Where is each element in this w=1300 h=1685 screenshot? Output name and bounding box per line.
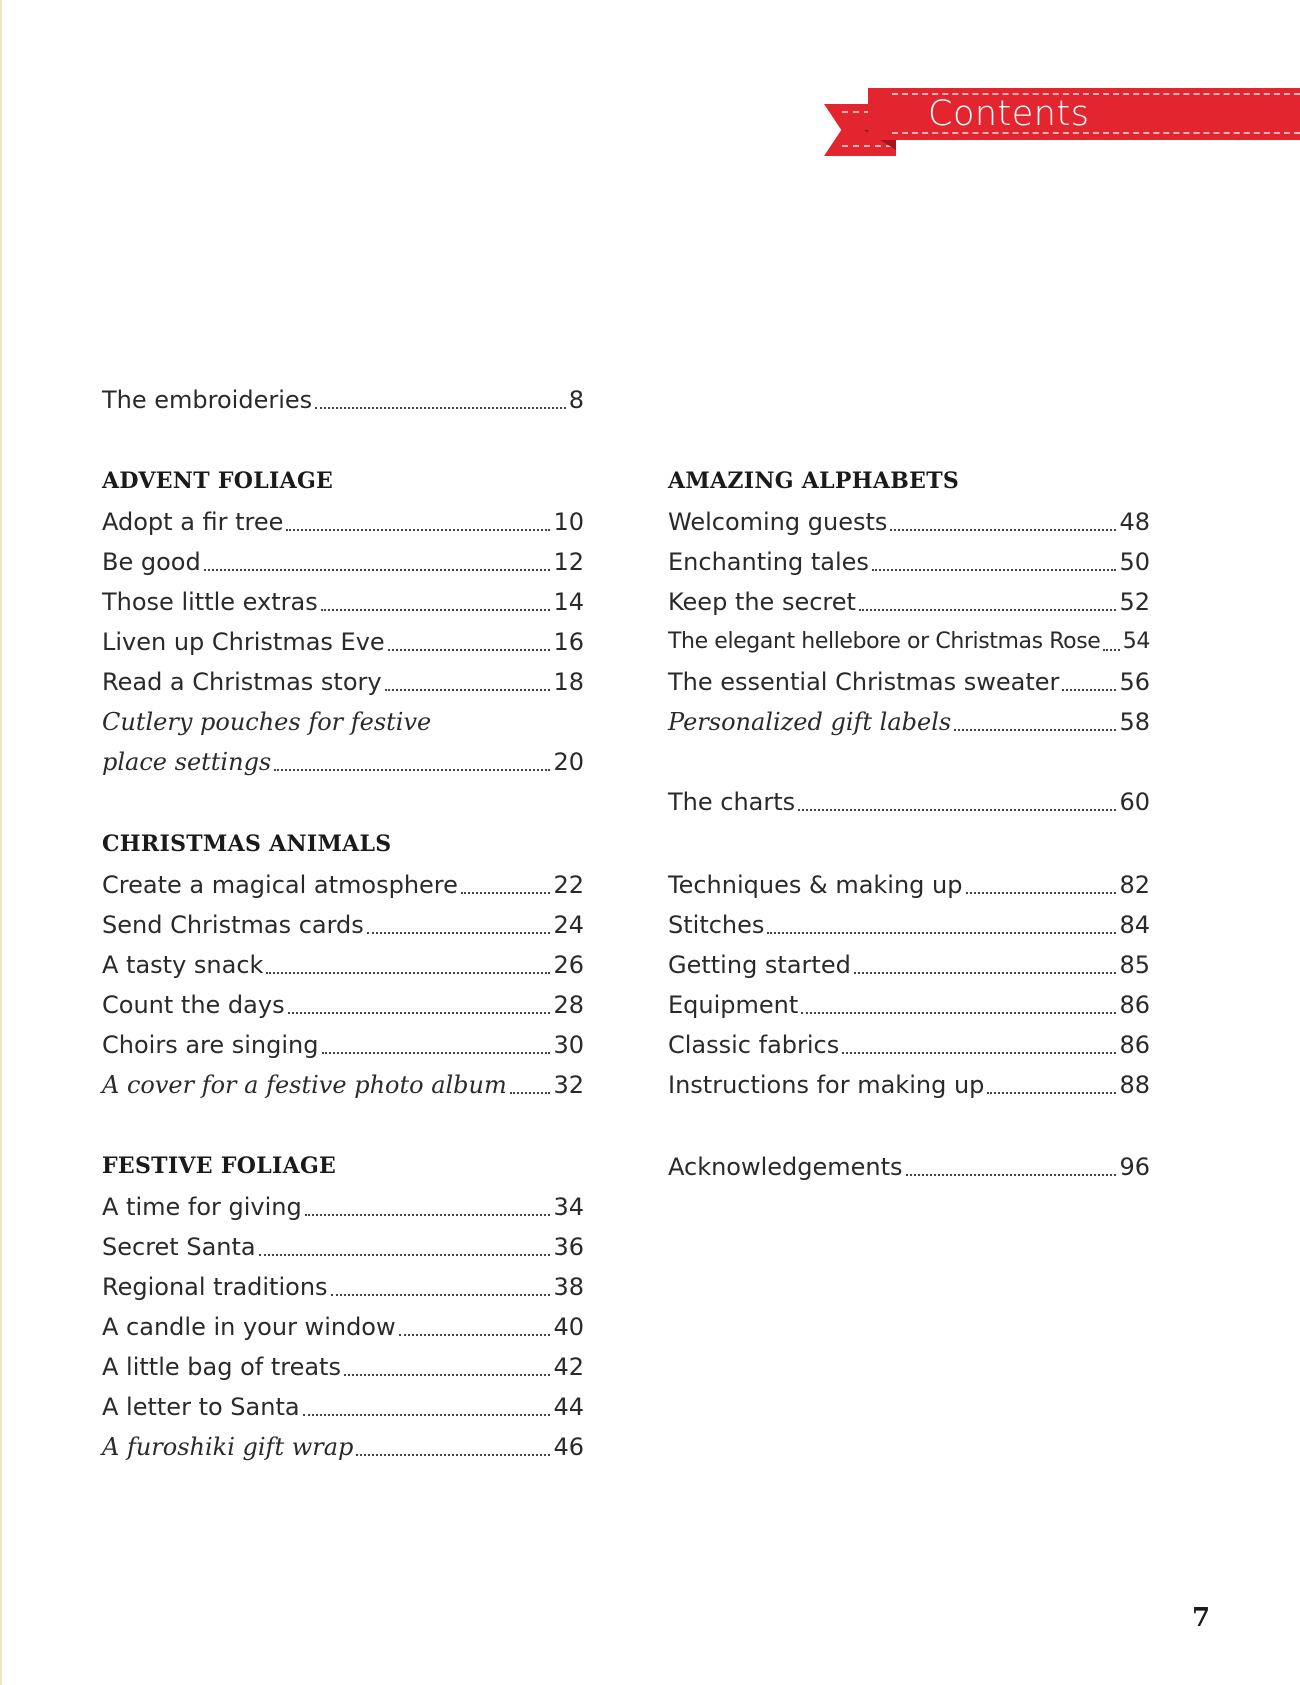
toc-label: Count the days <box>102 991 285 1019</box>
toc-page: 88 <box>1119 1071 1150 1099</box>
toc-entry[interactable] <box>668 948 1150 982</box>
toc-label: A time for giving <box>102 1193 302 1221</box>
toc-page: 86 <box>1119 991 1150 1019</box>
toc-entry[interactable] <box>102 908 584 942</box>
leader-dots <box>303 1414 551 1416</box>
leader-dots <box>204 569 551 571</box>
leader-dots <box>356 1454 550 1456</box>
toc-page: 52 <box>1119 588 1150 616</box>
toc-entry[interactable] <box>102 1350 584 1384</box>
toc-entry[interactable] <box>668 1028 1150 1062</box>
leader-dots <box>331 1294 551 1296</box>
toc-page: 50 <box>1119 548 1150 576</box>
leader-dots <box>854 972 1117 974</box>
toc-label: Equipment <box>668 991 799 1019</box>
toc-page: 20 <box>553 748 584 776</box>
toc-entry[interactable] <box>102 665 584 699</box>
leader-dots <box>966 892 1117 894</box>
toc-label: place settings <box>102 748 272 776</box>
toc-label: Liven up Christmas Eve <box>102 628 385 656</box>
leader-dots <box>1062 689 1116 691</box>
toc-label: Getting started <box>668 951 851 979</box>
toc-page: 8 <box>568 386 584 414</box>
toc-entry-charts[interactable] <box>668 785 1150 819</box>
leader-dots <box>872 569 1117 571</box>
toc-entry[interactable] <box>668 665 1150 699</box>
toc-entry-embroideries[interactable] <box>102 383 584 417</box>
toc-label: Instructions for making up <box>668 1071 985 1099</box>
toc-page: 18 <box>553 668 584 696</box>
section-heading-alphabets: AMAZING ALPHABETS <box>668 468 960 494</box>
toc-page: 24 <box>553 911 584 939</box>
toc-entry[interactable] <box>668 868 1150 902</box>
toc-label: Secret Santa <box>102 1233 256 1261</box>
toc-page: 42 <box>553 1353 584 1381</box>
toc-page: 36 <box>553 1233 584 1261</box>
toc-entry[interactable] <box>668 988 1150 1022</box>
leader-dots <box>286 529 550 531</box>
leader-dots <box>954 729 1116 731</box>
toc-entry[interactable] <box>102 1430 584 1464</box>
toc-page: 30 <box>553 1031 584 1059</box>
toc-label: Choirs are singing <box>102 1031 319 1059</box>
toc-page: 44 <box>553 1393 584 1421</box>
toc-entry[interactable] <box>102 585 584 619</box>
toc-entry[interactable] <box>668 585 1150 619</box>
page-title: Contents <box>928 94 1090 134</box>
toc-label: Be good <box>102 548 201 576</box>
toc-page: 10 <box>553 508 584 536</box>
toc-page: 12 <box>553 548 584 576</box>
toc-entry[interactable] <box>102 948 584 982</box>
toc-entry[interactable] <box>102 868 584 902</box>
toc-page: 16 <box>553 628 584 656</box>
section-heading-animals: CHRISTMAS ANIMALS <box>102 831 392 857</box>
toc-page: 40 <box>553 1313 584 1341</box>
toc-page: 48 <box>1119 508 1150 536</box>
toc-label: The embroideries <box>102 386 313 414</box>
toc-page: 22 <box>553 871 584 899</box>
toc-entry[interactable] <box>668 1068 1150 1102</box>
toc-label: Adopt a fir tree <box>102 508 284 536</box>
toc-entry[interactable] <box>102 745 584 779</box>
leader-dots <box>461 892 551 894</box>
toc-entry[interactable] <box>668 908 1150 942</box>
toc-label: Send Christmas cards <box>102 911 364 939</box>
leader-dots <box>510 1092 551 1094</box>
leader-dots <box>798 809 1116 811</box>
toc-entry[interactable] <box>102 1310 584 1344</box>
toc-label: Those little extras <box>102 588 318 616</box>
leader-dots <box>399 1334 551 1336</box>
leader-dots <box>842 1052 1116 1054</box>
toc-entry[interactable] <box>102 1270 584 1304</box>
leader-dots <box>367 932 551 934</box>
toc-page: 96 <box>1119 1153 1150 1181</box>
toc-label: A letter to Santa <box>102 1393 300 1421</box>
toc-entry-acknowledgements[interactable] <box>668 1150 1150 1184</box>
leader-dots <box>890 529 1116 531</box>
leader-dots <box>259 1254 551 1256</box>
toc-label: A cover for a festive photo album <box>102 1071 507 1099</box>
toc-entry[interactable] <box>668 505 1150 539</box>
toc-entry[interactable] <box>102 1068 584 1102</box>
leader-dots <box>266 972 550 974</box>
toc-entry[interactable] <box>102 988 584 1022</box>
leader-dots <box>322 1052 551 1054</box>
toc-page: 58 <box>1119 708 1150 736</box>
leader-dots <box>321 609 551 611</box>
toc-label: A candle in your window <box>102 1313 396 1341</box>
leader-dots <box>315 407 566 409</box>
toc-page: 46 <box>553 1433 584 1461</box>
leader-dots <box>385 689 551 691</box>
toc-page: 38 <box>553 1273 584 1301</box>
section-heading-advent: ADVENT FOLIAGE <box>102 468 334 494</box>
toc-label: A tasty snack <box>102 951 264 979</box>
leader-dots <box>859 609 1117 611</box>
toc-page: 34 <box>553 1193 584 1221</box>
toc-page: 26 <box>553 951 584 979</box>
leader-dots <box>388 649 551 651</box>
toc-entry[interactable] <box>102 1390 584 1424</box>
leader-dots <box>274 769 550 771</box>
toc-entry[interactable] <box>102 625 584 659</box>
toc-label: A little bag of treats <box>102 1353 341 1381</box>
toc-page: 84 <box>1119 911 1150 939</box>
toc-label: The elegant hellebore or Christmas Rose <box>668 629 1101 654</box>
toc-entry[interactable] <box>102 1230 584 1264</box>
toc-page: 32 <box>553 1071 584 1099</box>
leader-dots <box>288 1012 551 1014</box>
toc-label: Create a magical atmosphere <box>102 871 458 899</box>
leader-dots <box>767 932 1116 934</box>
toc-entry[interactable] <box>668 705 1150 739</box>
toc-page: 82 <box>1119 871 1150 899</box>
toc-entry-line[interactable]: Cutlery pouches for festive <box>102 708 432 736</box>
leader-dots <box>906 1174 1117 1176</box>
toc-page: 56 <box>1119 668 1150 696</box>
toc-page: 54 <box>1122 629 1150 654</box>
toc-label: Stitches <box>668 911 765 939</box>
toc-entry[interactable] <box>668 545 1150 579</box>
toc-page: 86 <box>1119 1031 1150 1059</box>
toc-label: Classic fabrics <box>668 1031 840 1059</box>
toc-label: A furoshiki gift wrap <box>102 1433 354 1461</box>
toc-label: Keep the secret <box>668 588 856 616</box>
toc-label: The charts <box>668 788 796 816</box>
toc-page: 14 <box>553 588 584 616</box>
leader-dots <box>305 1214 551 1216</box>
page-edge <box>0 0 2 1685</box>
toc-label: Read a Christmas story <box>102 668 382 696</box>
toc-label: Acknowledgements <box>668 1153 903 1181</box>
toc-entry[interactable] <box>102 545 584 579</box>
toc-label: The essential Christmas sweater <box>668 668 1060 696</box>
toc-entry[interactable] <box>668 625 1150 659</box>
toc-entry[interactable] <box>102 1190 584 1224</box>
page-number: 7 <box>1192 1603 1211 1633</box>
toc-label: Techniques & making up <box>668 871 963 899</box>
toc-entry[interactable] <box>102 505 584 539</box>
toc-entry[interactable] <box>102 1028 584 1062</box>
toc-page: 85 <box>1119 951 1150 979</box>
toc-label: Regional traditions <box>102 1273 328 1301</box>
toc-label: Enchanting tales <box>668 548 869 576</box>
toc-label: Personalized gift labels <box>668 708 952 736</box>
leader-dots <box>801 1012 1116 1014</box>
leader-dots <box>1103 649 1119 651</box>
section-heading-festive: FESTIVE FOLIAGE <box>102 1153 337 1179</box>
leader-dots <box>987 1092 1116 1094</box>
toc-page: 60 <box>1119 788 1150 816</box>
toc-page: 28 <box>553 991 584 1019</box>
toc-label: Welcoming guests <box>668 508 888 536</box>
leader-dots <box>344 1374 550 1376</box>
